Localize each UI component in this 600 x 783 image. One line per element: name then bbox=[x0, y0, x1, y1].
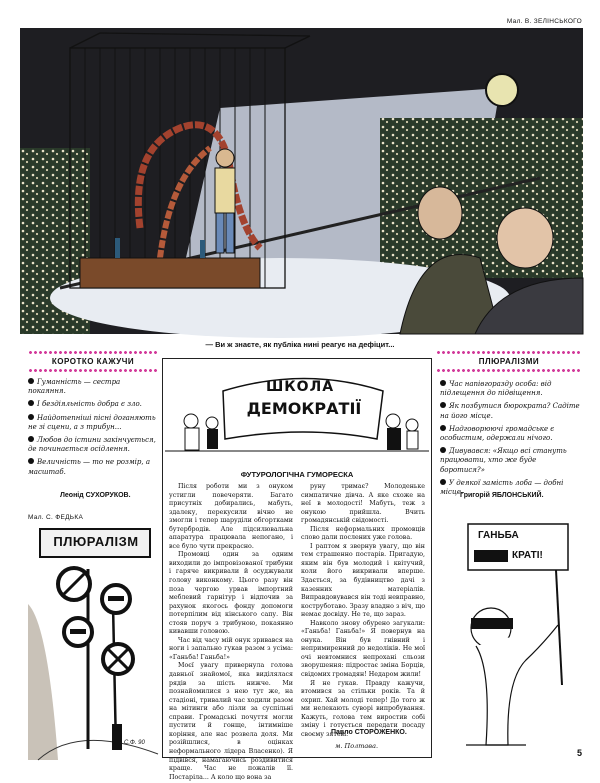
paragraph: руну тримає? Молоденьке симпатичне дівча. А яке схоже на неї в молодості! Мабуть, теж з онукою прийшла. Вчить громадянській свідомості. bbox=[301, 483, 425, 525]
right-column-author: Григорій ЯБЛОНСЬКИЙ. bbox=[460, 492, 544, 499]
main-illustration bbox=[20, 28, 583, 334]
bullet-icon bbox=[440, 479, 446, 485]
protester-drawing bbox=[446, 510, 582, 750]
paragraph: І раптом я звернув увагу, що він тем страшенно постарів. Пригадую, яким він був молодий і квітучий, коли його викривали вперше. Здається, за будівництво дачі з казенних матеріалів. Виправдовувався він тоді невправно, коструботаво. Зразу владно з віч, що немає досвіду. Не те, що зараз. bbox=[301, 542, 425, 619]
article-city: м. Полтава. bbox=[335, 742, 379, 750]
right-column-list bbox=[440, 380, 582, 501]
decorative-dots bbox=[28, 350, 158, 355]
list-item: Дивувався: «Якщо всі стануть працювати, хто же буде боротися?» bbox=[440, 447, 567, 474]
paragraph: Навколо знову обурено загукали: «Ганьба! Ганьба!» Я повернув на онука. Він був гнівний і непримиренний до недоліків. Не мої очі невтомнися непрохані сльози зворушення: підростає зміна Борців, свідомих громадян! Недаром жили! bbox=[301, 619, 425, 679]
list-item: У деякої замість лоба — добні місце. bbox=[440, 478, 564, 497]
bullet-icon bbox=[440, 447, 446, 453]
decorative-dots bbox=[436, 350, 582, 355]
list-item: Гуманність — сестра покаяння. bbox=[28, 378, 121, 396]
bullet-icon bbox=[28, 414, 34, 420]
list-item: Час напівгоразду особа: від підлещення до підвіщення. bbox=[440, 380, 552, 398]
illustration-caption: — Ви ж знаєте, як публіка нині реагує на дефіцит... bbox=[205, 340, 395, 349]
left-column-heading: КОРОТКО КАЖУЧИ bbox=[51, 357, 135, 366]
road-signs-drawing bbox=[28, 524, 158, 760]
illustration-credit: Мал. В. ЗЕЛІНСЬКОГО bbox=[506, 18, 582, 25]
bullet-icon bbox=[440, 402, 446, 408]
bullet-icon bbox=[28, 378, 34, 384]
paragraph: Після неформальних промовців слово дали послених уже голова. bbox=[301, 525, 425, 542]
bullet-icon bbox=[28, 400, 34, 406]
shame-sign-cartoon bbox=[446, 510, 582, 750]
left-column-list bbox=[28, 378, 158, 481]
pluralism-sign-text: ПЛЮРАЛІЗМ bbox=[53, 534, 139, 549]
logo-line-school: ШКОЛА bbox=[265, 379, 335, 395]
bullet-icon bbox=[440, 380, 446, 386]
paragraph: Після роботи ми з онуком устигли повечеряти. Багато присутніх добирались, мабуть, здалеку, перекусили вічно не змогли і тепер шаруділи обгортками бутербродів. Але підсилювальна апаратура працювала непогано, і все було чути прекрасно. bbox=[169, 483, 293, 550]
paragraph: Час від часу мій онук зривався на ноги і запально гукав разом з усіма: «Ганьба! Ганьба!» bbox=[169, 636, 293, 661]
paragraph: Промовці один за одним виходили до імпровізованої трибуни і гаряче викривали й осуджували голову виконкому. Цього разу він поза чергою урвав імпортний меблевий гарнітур і відпочив за рахунок якогось фонду допомоги потерпілим від кінського сапу. Він стояв поруч з трибуною, покаянно кивавши головою. bbox=[169, 551, 293, 636]
page-number: 5 bbox=[576, 748, 582, 758]
article-column-1 bbox=[169, 483, 293, 781]
list-item: І бездіяльність добра є зло. bbox=[28, 400, 158, 409]
paragraph: Моєї увагу привернула голова давньої знайомої, яка виділялася рядів за шість нижче. Ми познайомилися з нею тут же, на стадіоні, тривалий час ходили разом на мітинги або лізли за суспільні справи. Громадські почуття могли пустити й гонще, інтимніше коріння, але нас розвела доля. Ми розійшлися, в оцінках неформального лідера Власенко). Я підвівся, намагаючись роздивитися краще. Час не пожалів її. Постаріла... А коло що вона за bbox=[169, 662, 293, 781]
list-item: Як позбутися бюрократа? Садіте на його місце. bbox=[440, 402, 580, 420]
bullet-icon bbox=[28, 436, 34, 442]
shame-sign-line1: ГАНЬБА bbox=[478, 530, 519, 541]
cartoon-signature: С.Ф. 90 bbox=[124, 740, 145, 746]
article-author: Павло СТОРОЖЕНКО. bbox=[331, 729, 407, 736]
humoresque-subtitle: ФУТУРОЛОГІЧНА ГУМОРЕСКА bbox=[240, 470, 354, 479]
cartoon-credit: Мал. С. ФЕДЬКА bbox=[28, 514, 84, 521]
bullet-icon bbox=[440, 425, 446, 431]
paragraph: Я не гукав. Правду кажучи, втомився за стільки років. Та й охрип. Хай молоді тепер! До того ж ми нелекають суворі випробування. Кажуть, голова тем виростив собі зміну і готується передати посаду своєму зятеві. bbox=[301, 679, 425, 738]
list-item: Любов до істини закінчується, де починається осідлення. bbox=[28, 436, 156, 454]
decorative-dots bbox=[436, 368, 582, 373]
list-item: Надговорюючі громадське є особистим, одержали нічого. bbox=[440, 424, 555, 443]
right-column-heading: ПЛЮРАЛІЗМИ bbox=[478, 357, 540, 366]
list-item: Найдотепніші пісні доганяють не зі сцени, а з трибун... bbox=[28, 413, 156, 431]
pluralism-cartoon bbox=[28, 524, 158, 760]
bullet-icon bbox=[28, 458, 34, 464]
left-column-author: Леонід СУХОРУКОВ. bbox=[60, 492, 131, 499]
cage-cartoon-drawing bbox=[20, 28, 583, 334]
list-item: Величність — то не розмір, а масштаб. bbox=[28, 458, 150, 476]
school-of-democracy-logo bbox=[165, 361, 429, 461]
shame-sign-line2: КРАТІ! bbox=[512, 550, 543, 561]
logo-line-democracy: ДЕМОКРАТІЇ bbox=[246, 399, 362, 418]
decorative-dots bbox=[28, 368, 158, 373]
humoresque-box bbox=[162, 358, 432, 781]
